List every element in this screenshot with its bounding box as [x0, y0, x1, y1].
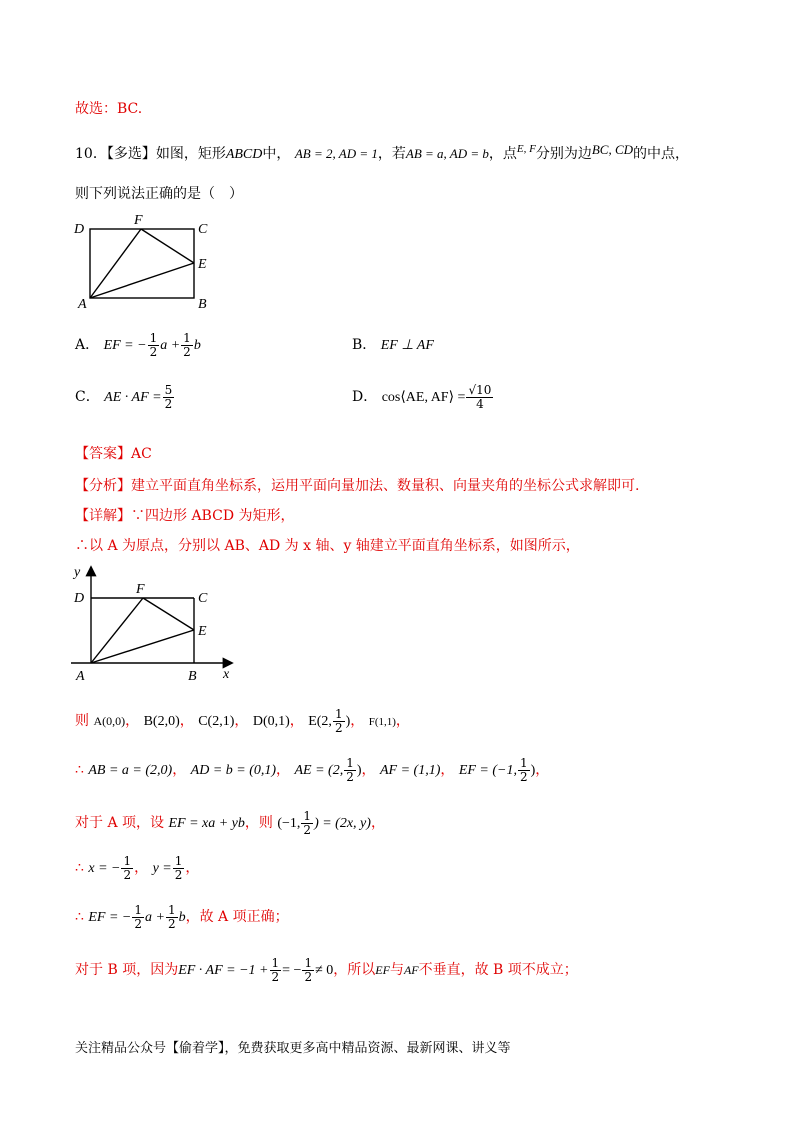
question-line-2: 则下列说法正确的是（ ） [75, 186, 243, 202]
coord-c: C(2,1) [198, 714, 235, 729]
part-b-expr: EF · AF = −1 + [178, 963, 269, 978]
points-ef: E, F [516, 143, 536, 155]
fig2-label-y: y [74, 565, 81, 580]
frac-den: 2 [346, 769, 354, 784]
frac-den: 2 [303, 822, 312, 837]
frac-den: 2 [167, 916, 176, 931]
question-text: 分别为边 [535, 146, 592, 162]
vector-ef: EF = (−1, [458, 763, 517, 778]
vector-ab: AB = a = (2,0) [88, 763, 173, 778]
fig1-label-e: E [198, 257, 207, 272]
vector-ae: ) [356, 763, 362, 778]
frac-num: 1 [304, 955, 313, 970]
frac-num: 1 [346, 755, 354, 770]
frac-num: 1 [303, 808, 312, 823]
frac-num: 1 [134, 902, 143, 917]
vector-ef: ) [530, 763, 536, 778]
coord-b: B(2,0) [143, 714, 180, 729]
option-a-expr: a + [160, 338, 181, 353]
coord-a: A(0,0) [93, 714, 126, 728]
question-text: ，若 [377, 146, 406, 162]
sep: ， [125, 713, 140, 729]
option-b [352, 336, 434, 355]
sep: ， [289, 713, 304, 729]
sep: ， [179, 713, 194, 729]
sep: ， [535, 762, 550, 778]
vector-af: AF = (1,1) [379, 763, 441, 778]
frac-num: 1 [271, 955, 280, 970]
part-b-text: 对于 B 项，因为 [75, 962, 179, 978]
fig2-label-d: D [74, 591, 85, 606]
given-lengths: AB = 2, AD = 1 [294, 146, 378, 161]
vector-af: AF [403, 963, 419, 977]
question-tag: 【多选】 [106, 146, 156, 162]
frac-den: 2 [304, 969, 313, 984]
coord-e: ) [345, 714, 351, 729]
option-c-label: C． [75, 389, 100, 405]
frac-den: 2 [123, 867, 132, 882]
fig2-label-b: B [188, 669, 197, 684]
given-vectors: AB = a, AD = b [405, 146, 489, 161]
option-a-expr: EF = − [103, 338, 147, 353]
fig2-label-c: C [198, 591, 208, 606]
fig1-label-d: D [74, 222, 85, 237]
frac-den: 2 [334, 720, 343, 735]
part-b-expr: ≠ 0 [315, 963, 334, 978]
sep: ， [395, 713, 410, 729]
frac-num: 1 [123, 853, 132, 868]
sides-bc-cd: BC, CD [591, 142, 634, 157]
part-a-text: ，故 A 项正确； [185, 909, 289, 925]
frac-den: 2 [134, 916, 143, 931]
option-b-label: B． [352, 337, 377, 353]
part-a-conclusion: EF = − [88, 910, 132, 925]
option-a-label: A． [75, 337, 100, 353]
frac-num: 1 [519, 755, 528, 770]
fig2-label-x: x [223, 667, 230, 682]
part-a-expr: (−1, [277, 816, 301, 831]
sep: ， [134, 860, 149, 876]
vectors-line [75, 755, 549, 785]
frac-num: 1 [167, 902, 176, 917]
frac-num: 1 [174, 853, 183, 868]
part-a-conclusion: a + [145, 910, 165, 925]
question-line-1 [75, 140, 689, 164]
part-a-text: 对于 A 项，设 [75, 815, 165, 831]
vector-ad: AD = b = (0,1) [190, 763, 277, 778]
part-a-line-3 [75, 902, 289, 932]
frac-den: 2 [164, 396, 173, 411]
question-text: 如图，矩形 [155, 146, 226, 162]
therefore-symbol: ∴ [75, 762, 84, 778]
coord-d: D(0,1) [252, 714, 290, 729]
x-value: x = − [88, 861, 121, 876]
answer-line [75, 445, 152, 463]
fig1-label-a: A [78, 297, 87, 312]
part-a-line-2 [75, 853, 199, 883]
previous-answer: 故选：BC. [75, 101, 143, 117]
part-b-text: 与 [389, 962, 404, 978]
frac-num: 1 [183, 330, 191, 345]
coords-line [75, 706, 410, 736]
fig2-label-e: E [198, 624, 207, 639]
frac-den: 2 [271, 969, 280, 984]
analysis-line [75, 477, 639, 495]
frac-den: 2 [183, 344, 191, 359]
frac-num: 5 [164, 382, 173, 397]
rect-name: ABCD [225, 147, 263, 162]
part-a-expr: EF = xa + yb [168, 816, 245, 831]
footer-note: 关注精品公众号【偷着学】，免费获取更多高中精品资源、最新网课、讲义等 [75, 1041, 511, 1056]
part-b-text: ，所以 [333, 962, 376, 978]
detail-tag: 【详解】 [75, 508, 131, 524]
question-text: 中， [262, 146, 291, 162]
option-a-expr: b [193, 338, 201, 353]
part-b-line [75, 955, 578, 985]
part-b-expr: = − [282, 963, 302, 978]
fig1-label-b: B [198, 297, 207, 312]
frac-num: √10 [468, 382, 492, 397]
question-text: 的中点， [633, 146, 690, 162]
coord-f: F(1,1) [368, 716, 396, 728]
option-b-expr: EF ⊥ AF [380, 338, 434, 353]
part-a-conclusion: b [178, 910, 186, 925]
frac-num: 1 [334, 706, 343, 721]
figure-1-rectangle [72, 212, 222, 312]
sep: ， [350, 713, 365, 729]
part-b-text: 不垂直，故 B 项不成立； [418, 962, 578, 978]
therefore-symbol: ∴ [75, 909, 84, 925]
fig2-label-a: A [76, 669, 85, 684]
y-value: y = [152, 861, 172, 876]
vector-ae: AE = (2, [294, 763, 344, 778]
part-a-line-1 [75, 808, 385, 838]
analysis-text: 建立平面直角坐标系，运用平面向量加法、数量积、向量夹角的坐标公式求解即可. [131, 478, 640, 494]
part-a-expr: ) = (2x, y) [314, 816, 371, 831]
frac-den: 2 [174, 867, 183, 882]
coord-e: E(2, [308, 714, 332, 729]
part-a-text: ，则 [244, 815, 273, 831]
vector-ef: EF [375, 963, 390, 977]
option-d-label: D． [352, 389, 378, 405]
option-d [352, 382, 494, 412]
sep: ， [370, 815, 385, 831]
frac-num: 1 [149, 330, 158, 345]
coords-prefix: 则 [75, 713, 89, 729]
frac-den: 2 [519, 769, 528, 784]
fig1-label-f: F [134, 213, 143, 228]
option-d-expr: cos⟨AE, AF⟩ = [381, 390, 466, 405]
question-text: ，点 [488, 146, 517, 162]
detail-line-2: ∴以 A 为原点，分别以 AB、AD 为 x 轴、y 轴建立平面直角坐标系，如图所示， [75, 538, 580, 554]
sep: ， [185, 860, 200, 876]
fig2-label-f: F [136, 582, 145, 597]
analysis-tag: 【分析】 [75, 478, 131, 494]
sep: ， [276, 762, 291, 778]
detail-line-1 [75, 507, 295, 525]
figure-2-coordinate-system [66, 560, 246, 685]
fig1-label-c: C [198, 222, 208, 237]
sep: ， [234, 713, 249, 729]
sep: ， [172, 762, 187, 778]
answer-tag: 【答案】 [75, 446, 131, 462]
option-a [75, 330, 201, 360]
sep: ， [440, 762, 455, 778]
sep: ， [361, 762, 376, 778]
frac-den: 4 [476, 396, 484, 411]
option-c-expr: AE · AF = [104, 390, 162, 405]
detail-text: ∵四边形 ABCD 为矩形， [131, 508, 295, 524]
frac-den: 2 [149, 344, 158, 359]
question-number: 10． [75, 146, 107, 162]
therefore-symbol: ∴ [75, 860, 84, 876]
option-c [75, 382, 175, 412]
answer-value: AC [131, 446, 152, 462]
